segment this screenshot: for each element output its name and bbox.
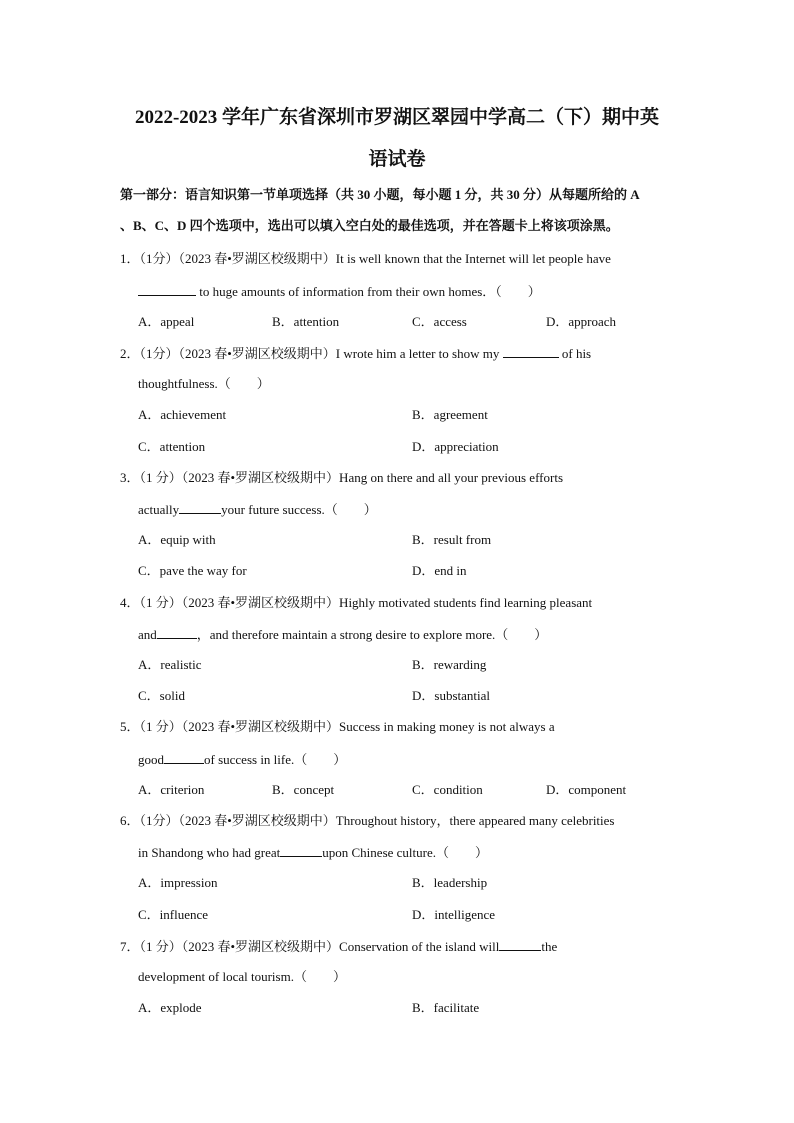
exam-title-line-2: 语试卷 [368, 149, 426, 170]
question-6-stem-cont: in Shandong who had great upon Chinese culture.（ ） [138, 845, 488, 860]
question-3-option-c: C．pave the way for [138, 563, 247, 578]
question-2-option-d: D．appreciation [412, 439, 499, 454]
question-5-option-a: A．criterion [138, 782, 205, 797]
question-2-stem-cont: thoughtfulness.（ ） [138, 376, 270, 391]
answer-blank [157, 627, 197, 639]
question-6-option-c: C．influence [138, 907, 209, 922]
question-1-option-d: D．approach [546, 314, 617, 329]
question-5-option-c: C．condition [412, 782, 483, 797]
section-instructions-line-1: 第一部分：语言知识第一节单项选择（共 30 小题，每小题 1 分，共 30 分）从每题所给的 A [120, 187, 640, 202]
section-instructions-line-2: 、B、C、D 四个选项中，选出可以填入空白处的最佳选项，并在答题卡上将该项涂黑。 [120, 218, 619, 233]
answer-blank [280, 845, 322, 857]
answer-blank [179, 502, 221, 514]
question-3-option-a: A．equip with [138, 532, 216, 547]
question-3-option-d: D．end in [412, 563, 467, 578]
question-1-option-b: B．attention [272, 314, 340, 329]
question-4-option-d: D．substantial [412, 688, 490, 703]
answer-blank [138, 284, 196, 296]
question-2-option-b: B．agreement [412, 407, 488, 422]
question-7-option-b: B．facilitate [412, 1000, 480, 1015]
question-5-option-b: B．concept [272, 782, 335, 797]
answer-blank [499, 939, 541, 951]
question-5-option-d: D．component [546, 782, 627, 797]
question-1-option-a: A．appeal [138, 314, 195, 329]
question-6-stem: 6．（1分）（2023 春•罗湖区校级期中）Throughout history，there appeared many celebrities [120, 813, 615, 828]
exam-title-line-1: 2022-2023 学年广东省深圳市罗湖区翠园中学高二（下）期中英 [134, 107, 660, 128]
question-1-option-c: C．access [412, 314, 467, 329]
answer-blank [164, 752, 204, 764]
question-7-stem: 7．（1 分）（2023 春•罗湖区校级期中）Conservation of the island will the [120, 939, 558, 954]
question-1-stem: 1．（1分）（2023 春•罗湖区校级期中）It is well known that the Internet will let people have [120, 251, 611, 266]
question-3-option-b: B．result from [412, 532, 492, 547]
question-4-option-b: B．rewarding [412, 657, 487, 672]
question-5-stem: 5．（1 分）（2023 春•罗湖区校级期中）Success in making money is not always a [120, 719, 555, 734]
question-7-option-a: A．explode [138, 1000, 202, 1015]
question-5-stem-cont: good of success in life.（ ） [138, 752, 347, 767]
question-6-option-b: B．leadership [412, 875, 488, 890]
question-7-stem-cont: development of local tourism.（ ） [138, 969, 346, 984]
question-2-option-a: A．achievement [138, 407, 227, 422]
question-6-option-d: D．intelligence [412, 907, 496, 922]
answer-blank [503, 346, 559, 358]
question-6-option-a: A．impression [138, 875, 218, 890]
question-3-stem: 3．（1 分）（2023 春•罗湖区校级期中）Hang on there and all your previous efforts [120, 470, 563, 485]
question-3-stem-cont: actually your future success.（ ） [138, 502, 377, 517]
question-2-option-c: C．attention [138, 439, 206, 454]
question-4-stem: 4．（1 分）（2023 春•罗湖区校级期中）Highly motivated students find learning pleasant [120, 595, 593, 610]
question-4-stem-cont: and ，and therefore maintain a strong desire to explore more.（ ） [138, 627, 548, 642]
question-2-stem: 2．（1分）（2023 春•罗湖区校级期中）I wrote him a letter to show my of his [120, 346, 592, 361]
question-1-stem-cont: to huge amounts of information from their own homes．（ ） [138, 284, 541, 298]
question-4-option-a: A．realistic [138, 657, 202, 672]
question-4-option-c: C．solid [138, 688, 185, 703]
